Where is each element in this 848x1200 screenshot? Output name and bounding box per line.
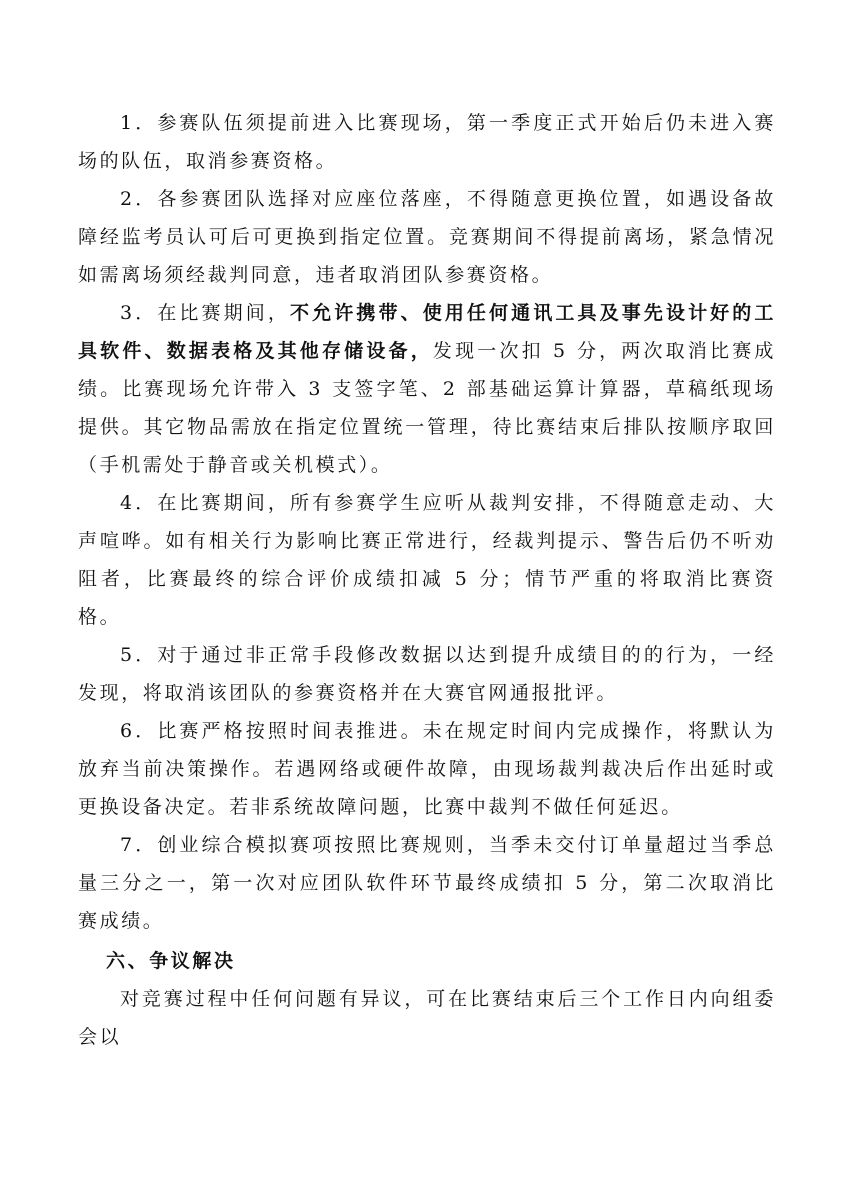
rule-7-text: 7．创业综合模拟赛项按照比赛规则，当季未交付订单量超过当季总量三分之一，第一次对应团队软件环节最终成绩扣 5 分，第二次取消比赛成绩。 bbox=[78, 834, 776, 932]
rule-paragraph-6 bbox=[78, 712, 776, 826]
rule-paragraph-3 bbox=[78, 294, 776, 484]
section-heading-dispute-resolution: 六、争议解决 bbox=[106, 950, 236, 972]
rule-paragraph-5 bbox=[78, 636, 776, 712]
rule-1-text: 1．参赛队伍须提前进入比赛现场，第一季度正式开始后仍未进入赛场的队伍，取消参赛资格。 bbox=[78, 112, 776, 172]
rule-3-text-rest: 发现一次扣 5 分，两次取消比赛成绩。比赛现场允许带入 3 支签字笔、2 部基础运算计算器，草稿纸现场提供。其它物品需放在指定位置统一管理，待比赛结束后排队按顺序取回（手机需处于静音或关机模式）。 bbox=[78, 340, 776, 476]
rule-paragraph-7 bbox=[78, 826, 776, 940]
rule-paragraph-2 bbox=[78, 180, 776, 294]
section-body-paragraph bbox=[78, 980, 776, 1056]
section-body-text: 对竞赛过程中任何问题有异议，可在比赛结束后三个工作日内向组委会以 bbox=[78, 988, 776, 1048]
rule-3-text-intro: 3．在比赛期间， bbox=[120, 302, 291, 324]
rule-4-text: 4．在比赛期间，所有参赛学生应听从裁判安排，不得随意走动、大声喧哗。如有相关行为影响比赛正常进行，经裁判提示、警告后仍不听劝阻者，比赛最终的综合评价成绩扣减 5 分；情节严重的将取消比赛资格。 bbox=[78, 492, 776, 628]
rule-3-text-bold: 不允许携带、使用任何通讯工具及事先设计好的工具软件、数据表格及其他存储设备， bbox=[78, 302, 777, 362]
rule-paragraph-4 bbox=[78, 484, 776, 636]
rule-6-text: 6．比赛严格按照时间表推进。未在规定时间内完成操作，将默认为放弃当前决策操作。若遇网络或硬件故障，由现场裁判裁决后作出延时或更换设备决定。若非系统故障问题，比赛中裁判不做任何延迟。 bbox=[78, 720, 776, 818]
rule-5-text: 5．对于通过非正常手段修改数据以达到提升成绩目的的行为，一经发现，将取消该团队的参赛资格并在大赛官网通报批评。 bbox=[78, 644, 776, 704]
rule-2-text: 2．各参赛团队选择对应座位落座，不得随意更换位置，如遇设备故障经监考员认可后可更换到指定位置。竞赛期间不得提前离场，紧急情况如需离场须经裁判同意，违者取消团队参赛资格。 bbox=[78, 188, 776, 286]
rule-paragraph-1 bbox=[78, 104, 776, 180]
